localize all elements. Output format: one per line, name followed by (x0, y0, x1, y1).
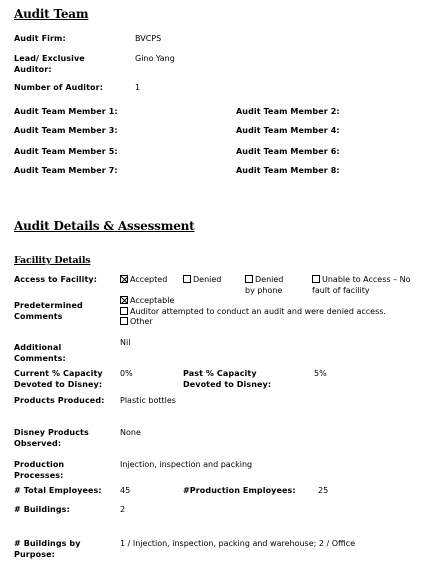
predetermined-options (120, 296, 386, 328)
access-to-facility-label: Access to Facility: (14, 275, 98, 284)
products-produced-value: Plastic bottles (120, 396, 176, 405)
past-capacity-line2: Devoted to Disney: (183, 379, 272, 389)
buildings-purpose-label (14, 539, 81, 560)
access-option-label-line2: by phone (245, 285, 283, 295)
production-employees-value: 25 (318, 486, 329, 495)
predetermined-option-other[interactable] (120, 317, 386, 328)
production-processes-line2: Processes: (14, 470, 64, 480)
audit-team-member-label: Audit Team Member 7: (14, 166, 118, 175)
predetermined-option-denied-access[interactable] (120, 307, 386, 318)
checkbox-checked-icon[interactable] (120, 275, 128, 283)
buildings-purpose-value: 1 / Injection, inspection, packing and warehouse; 2 / Office (120, 539, 356, 548)
audit-firm-value: BVCPS (135, 34, 162, 43)
audit-team-member-label: Audit Team Member 2: (236, 107, 340, 116)
total-employees-value: 45 (120, 486, 131, 495)
current-capacity-line2: Devoted to Disney: (14, 379, 103, 389)
production-processes-line1: Production (14, 460, 65, 469)
checkbox-icon[interactable] (245, 275, 253, 283)
access-option-denied-by-phone[interactable] (245, 275, 283, 296)
facility-details-heading: Facility Details (14, 255, 91, 266)
predetermined-label-line1: Predetermined (14, 301, 83, 310)
past-capacity-label (183, 369, 271, 390)
buildings-purpose-line2: Purpose: (14, 549, 55, 559)
access-option-label: Unable to Access – No (322, 275, 411, 284)
audit-team-member-label: Audit Team Member 8: (236, 166, 340, 175)
additional-label-line1: Additional (14, 343, 62, 352)
predetermined-option-label: Other (130, 317, 153, 326)
buildings-value: 2 (120, 505, 126, 514)
audit-team-heading: Audit Team (14, 7, 89, 21)
past-capacity-value: 5% (314, 369, 327, 378)
checkbox-icon[interactable] (183, 275, 191, 283)
predetermined-comments-label (14, 301, 83, 322)
checkbox-checked-icon[interactable] (120, 296, 128, 304)
production-processes-label (14, 460, 64, 481)
additional-comments-value: Nil (120, 338, 131, 347)
disney-products-line1: Disney Products (14, 428, 89, 437)
number-of-auditor-value: 1 (135, 83, 141, 92)
predetermined-option-label: Auditor attempted to conduct an audit and were denied access. (130, 306, 386, 316)
audit-firm-label: Audit Firm: (14, 34, 66, 43)
access-option-unable[interactable] (312, 275, 411, 296)
disney-products-label (14, 428, 89, 449)
checkbox-icon[interactable] (120, 307, 128, 315)
number-of-auditor-label: Number of Auditor: (14, 83, 103, 92)
access-option-label: Accepted (130, 275, 168, 284)
products-produced-label: Products Produced: (14, 396, 105, 405)
disney-products-value: None (120, 428, 141, 437)
access-option-label: Denied (193, 275, 222, 284)
access-option-accepted[interactable] (120, 275, 167, 286)
lead-auditor-label-line2: Auditor: (14, 64, 52, 74)
lead-auditor-label-line1: Lead/ Exclusive (14, 54, 85, 63)
production-processes-value: Injection, inspection and packing (120, 460, 253, 469)
additional-label-line2: Comments: (14, 353, 66, 363)
access-option-label: Denied (255, 275, 284, 284)
total-employees-label: # Total Employees: (14, 486, 102, 495)
audit-team-member-label: Audit Team Member 3: (14, 126, 118, 135)
access-option-denied[interactable] (183, 275, 221, 286)
buildings-purpose-line1: # Buildings by (14, 539, 81, 548)
audit-team-member-label: Audit Team Member 6: (236, 147, 340, 156)
checkbox-icon[interactable] (120, 317, 128, 325)
disney-products-line2: Observed: (14, 438, 62, 448)
audit-team-member-label: Audit Team Member 5: (14, 147, 118, 156)
lead-auditor-value: Gino Yang (135, 54, 175, 63)
audit-team-member-label: Audit Team Member 1: (14, 107, 118, 116)
checkbox-icon[interactable] (312, 275, 320, 283)
predetermined-label-line2: Comments (14, 311, 63, 321)
additional-comments-label (14, 343, 66, 364)
predetermined-option-label: Acceptable (130, 296, 175, 305)
audit-team-member-label: Audit Team Member 4: (236, 126, 340, 135)
buildings-label: # Buildings: (14, 505, 70, 514)
current-capacity-label (14, 369, 103, 390)
current-capacity-line1: Current % Capacity (14, 369, 103, 378)
audit-details-heading: Audit Details & Assessment (14, 219, 195, 233)
lead-auditor-label (14, 54, 85, 75)
production-employees-label: #Production Employees: (183, 486, 296, 495)
past-capacity-line1: Past % Capacity (183, 369, 257, 378)
predetermined-option-acceptable[interactable] (120, 296, 386, 307)
current-capacity-value: 0% (120, 369, 133, 378)
access-option-label-line2: fault of facility (312, 285, 370, 295)
